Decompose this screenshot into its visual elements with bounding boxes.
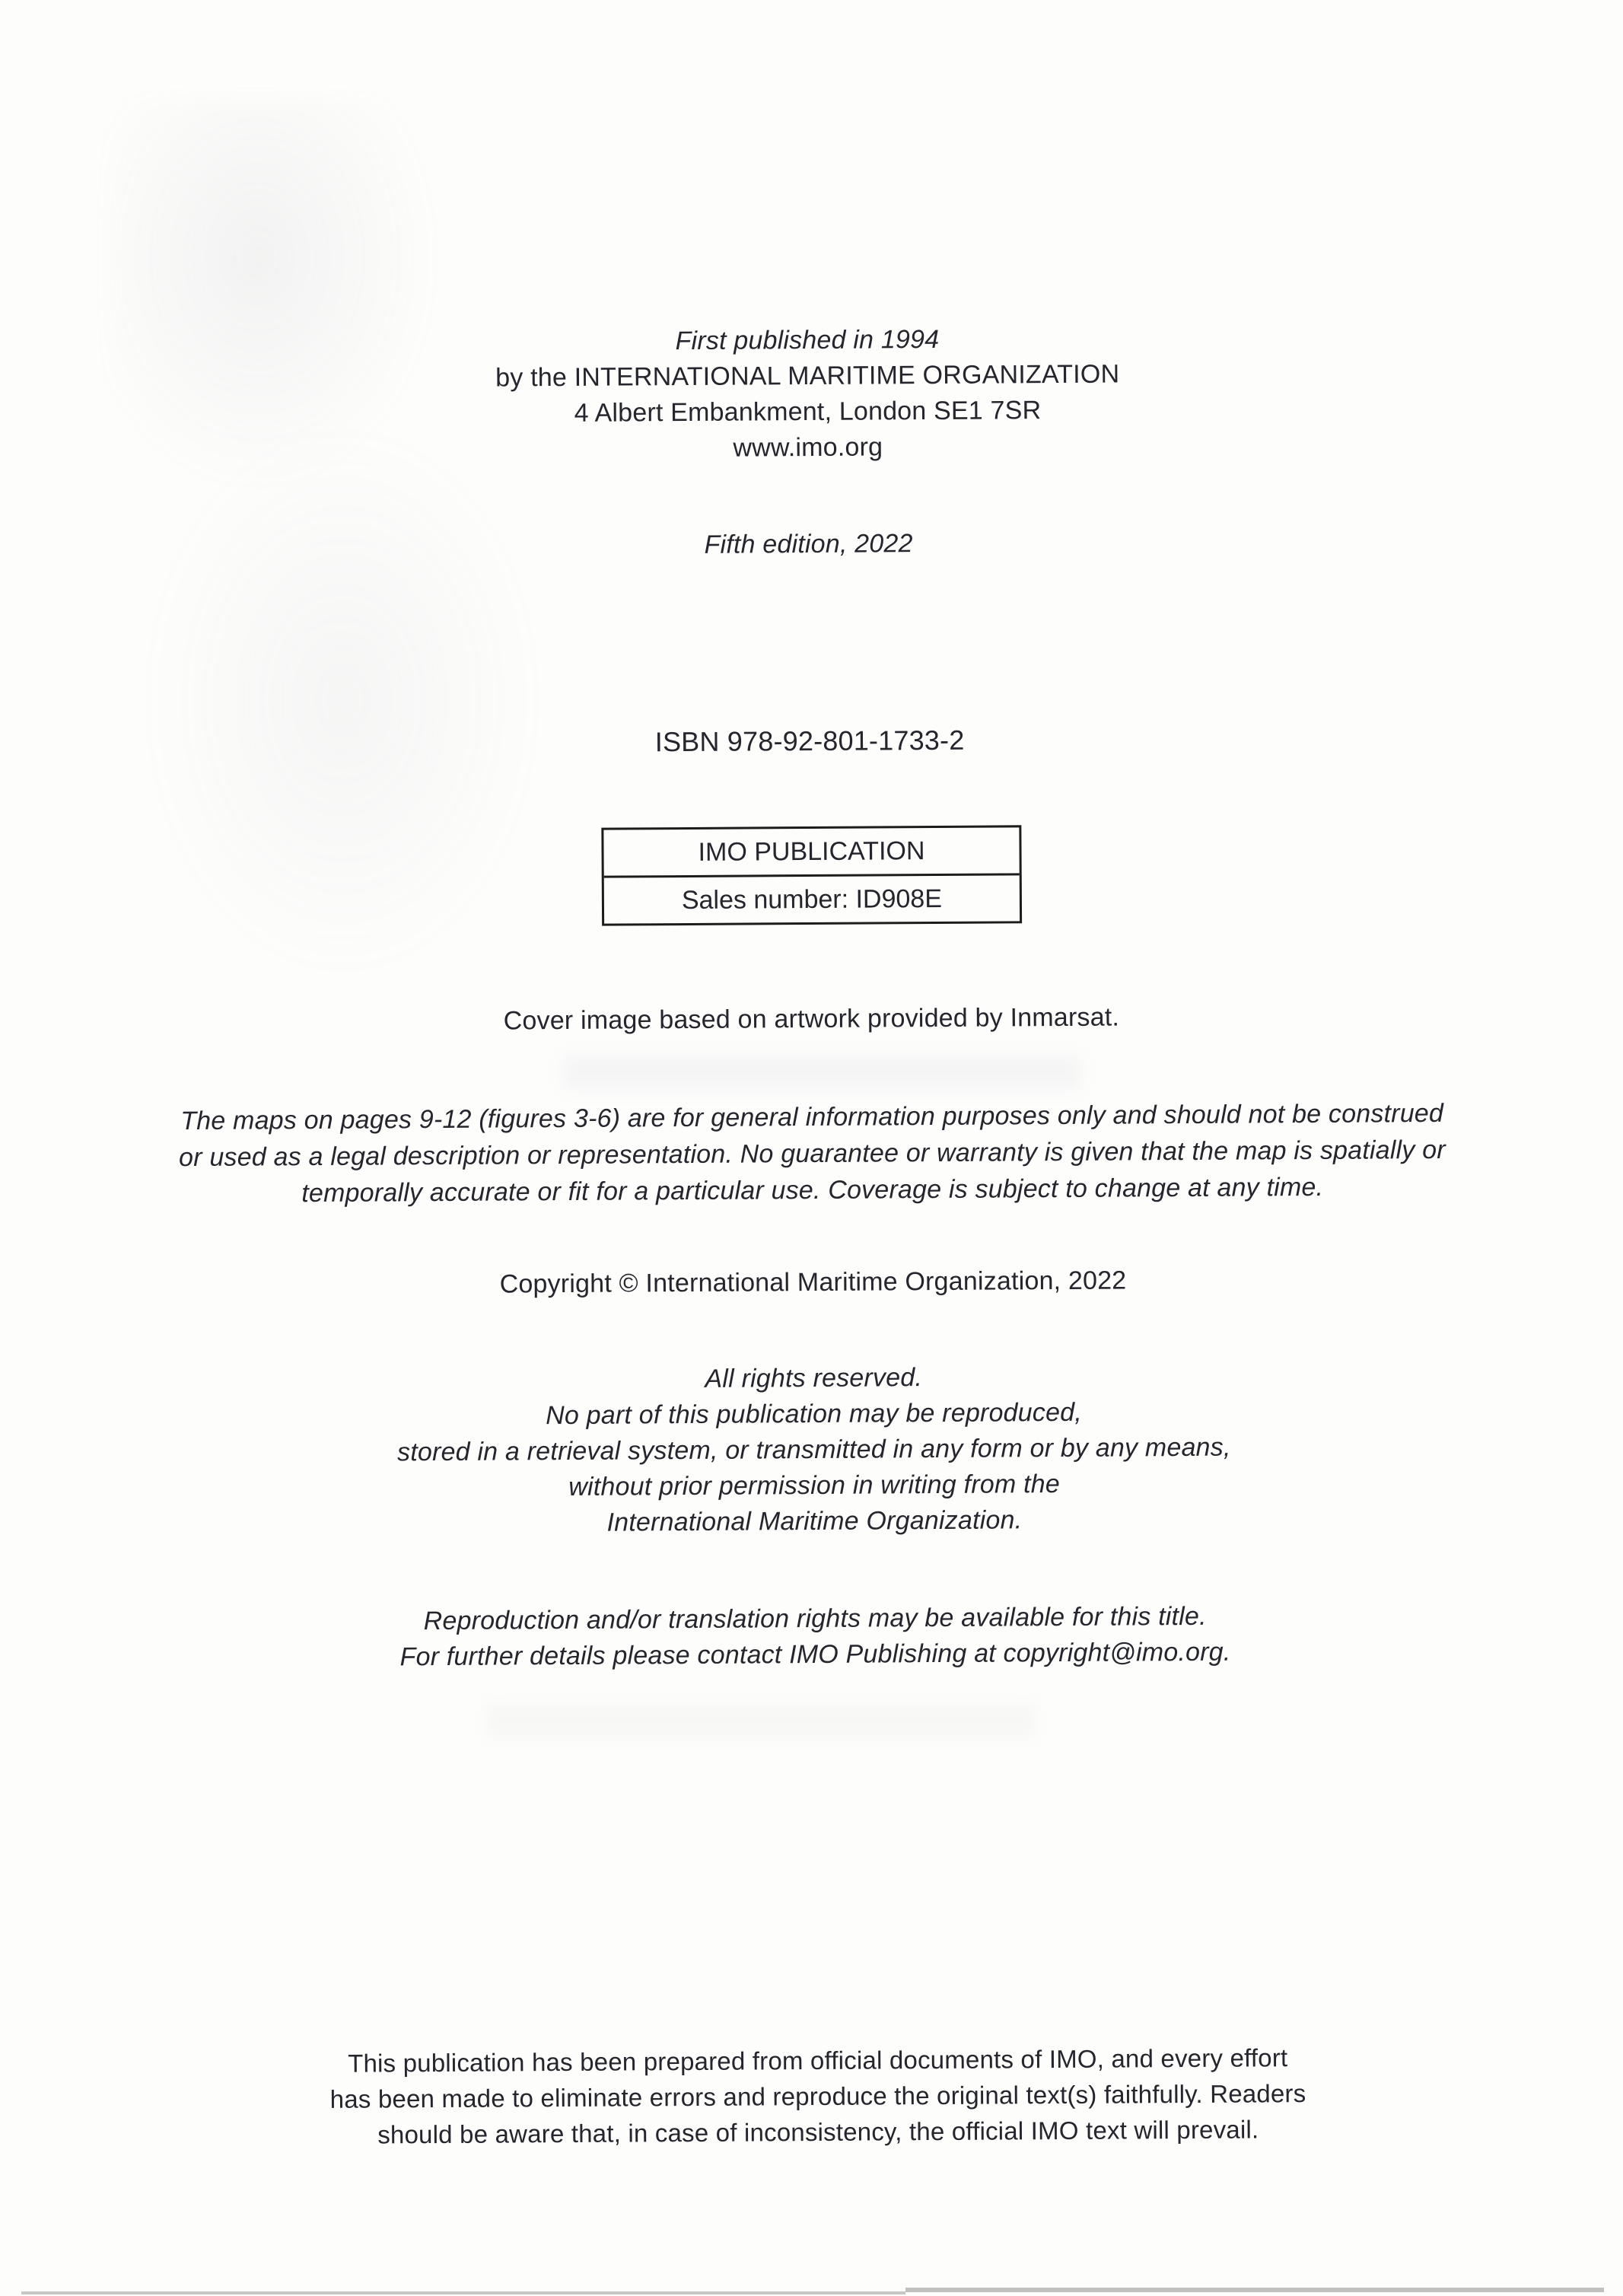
rights-reserved-line: All rights reserved.	[705, 1363, 923, 1393]
maps-disclaimer-line: or used as a legal description or representation. No guarantee or warranty is given that the map is spatially or	[178, 1135, 1446, 1173]
first-published-line: First published in 1994	[675, 324, 940, 356]
rights-reserved-line: without prior permission in writing from the	[568, 1470, 1061, 1501]
maps-disclaimer-line: The maps on pages 9-12 (figures 3-6) are for general information purposes only and should not be construed	[180, 1098, 1444, 1136]
scan-edge-line	[21, 2291, 905, 2294]
publisher-address: 4 Albert Embankment, London SE1 7SR	[574, 396, 1042, 428]
edition-line: Fifth edition, 2022	[704, 529, 913, 559]
scan-edge-line	[905, 2288, 1604, 2292]
isbn-line: ISBN 978-92-801-1733-2	[654, 724, 965, 758]
rights-reserved-line: No part of this publication may be reproduced,	[546, 1397, 1083, 1431]
copyright-notice: Copyright © International Maritime Organization, 2022	[499, 1266, 1127, 1299]
maps-disclaimer-line: temporally accurate or fit for a particular use. Coverage is subject to change at any time.	[301, 1172, 1324, 1209]
imprint-block	[0, 318, 1619, 471]
maps-disclaimer	[1, 1094, 1623, 1213]
publication-box-sales-number: Sales number: ID908E	[681, 884, 943, 916]
rights-reserved-block	[2, 1355, 1623, 1544]
publisher-line: by the INTERNATIONAL MARITIME ORGANIZATION	[495, 359, 1120, 393]
publication-box-title: IMO PUBLICATION	[603, 827, 1019, 877]
accuracy-disclaimer-line: should be aware that, in case of inconsistency, the official IMO text will prevail.	[377, 2115, 1259, 2149]
publication-box	[601, 825, 1022, 925]
translation-rights-line: For further details please contact IMO Publishing at copyright@imo.org.	[399, 1637, 1231, 1672]
accuracy-disclaimer-line: This publication has been prepared from official documents of IMO, and every effort	[348, 2043, 1288, 2078]
translation-rights-line: Reproduction and/or translation rights may be available for this title.	[423, 1601, 1207, 1636]
accuracy-disclaimer-block	[6, 2037, 1623, 2154]
translation-rights-block	[4, 1596, 1623, 1677]
rights-reserved-line: International Maritime Organization.	[606, 1505, 1023, 1537]
accuracy-disclaimer-line: has been made to eliminate errors and reproduce the original text(s) faithfully. Readers	[329, 2079, 1306, 2113]
publisher-website: www.imo.org	[733, 432, 883, 463]
cover-credit-line: Cover image based on artwork provided by Inmarsat.	[503, 1002, 1120, 1036]
rights-reserved-line: stored in a retrieval system, or transmitted in any form or by any means,	[397, 1432, 1231, 1467]
